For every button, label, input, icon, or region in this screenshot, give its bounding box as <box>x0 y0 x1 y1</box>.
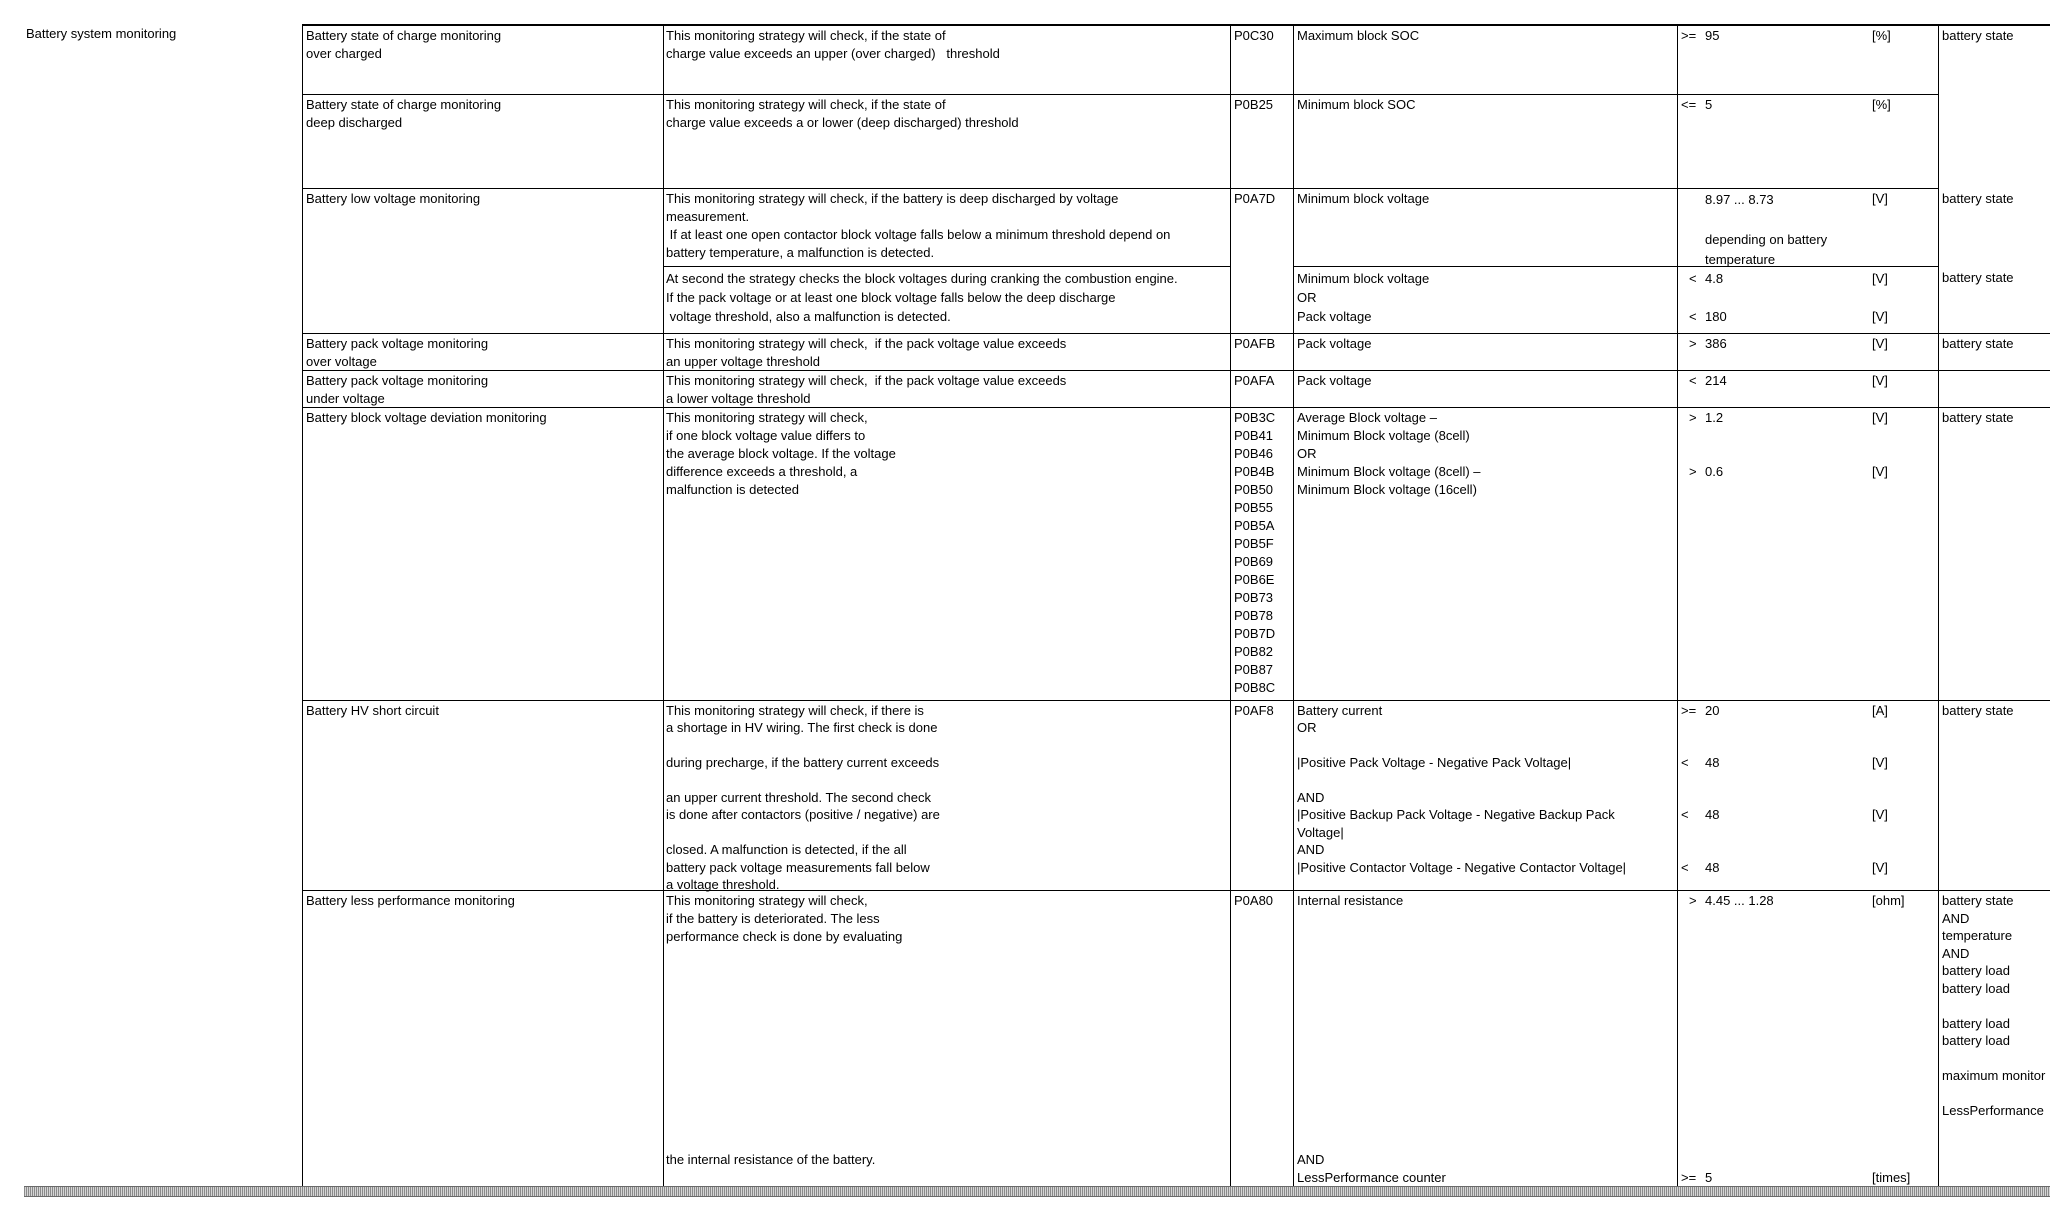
unit-cell: [V] <box>1872 373 1888 388</box>
threshold-value: 4.8 180 <box>1705 271 1727 324</box>
component-cell: Battery state of charge monitoring deep discharged <box>306 97 502 130</box>
parameter-cell: Maximum block SOC <box>1297 28 1420 43</box>
component-cell: Battery state of charge monitoring over charged <box>306 28 502 61</box>
description-cell: This monitoring strategy will check, if the battery is deep discharged by voltage measurement. If at least one open contactor block voltage falls below a minimum threshold depend on battery temperature, a malfunction is detected. <box>666 191 1171 260</box>
parameter-cell: Minimum block voltage OR Pack voltage <box>1297 271 1430 324</box>
description-cell: This monitoring strategy will check, if the pack voltage value exceeds a lower voltage threshold <box>666 373 1067 406</box>
threshold-value: 8.97 ... 8.73 depending on battery temperature <box>1705 192 1828 267</box>
unit-cell: [times] <box>1872 1170 1911 1185</box>
column-divider <box>1938 26 1939 1188</box>
component-cell: Battery low voltage monitoring <box>306 191 481 206</box>
fault-code: P0AFB <box>1234 336 1276 351</box>
enable-condition: battery state <box>1942 191 2014 206</box>
parameter-cell: Internal resistance <box>1297 893 1404 908</box>
parameter-cell: Average Block voltage – Minimum Block voltage (8cell) OR Minimum Block voltage (8cell) – Minimum Block voltage (16cell) <box>1297 410 1481 497</box>
unit-cell: [V] [V] <box>1872 271 1888 324</box>
description-cell: This monitoring strategy will check, if the state of charge value exceeds an upper (over charged) threshold <box>666 28 1000 61</box>
row-divider <box>663 266 1230 267</box>
enable-condition: battery state <box>1942 410 2014 425</box>
description-cell: This monitoring strategy will check, if there is a shortage in HV wiring. The first check is done during precharge, if the battery current exceeds an upper current threshold. The second check is done after contactors (positive / negative) are closed. A malfunction is detected, if the all battery pack voltage measurements fall below a voltage threshold. <box>666 703 940 893</box>
description-cell: This monitoring strategy will check, if one block voltage value differs to the average block voltage. If the voltage difference exceeds a threshold, a malfunction is detected <box>666 410 896 497</box>
column-divider <box>1677 26 1678 1188</box>
parameter-cell: Pack voltage <box>1297 373 1372 388</box>
threshold-value: 20 48 48 48 <box>1705 703 1720 875</box>
operator-cell: < <box>1689 373 1697 388</box>
unit-cell: [%] <box>1872 28 1891 43</box>
unit-cell: [ohm] <box>1872 893 1905 908</box>
threshold-value: 214 <box>1705 373 1727 388</box>
row-divider <box>1293 266 1938 267</box>
threshold-value: 95 <box>1705 28 1720 43</box>
operator-cell: < < <box>1689 271 1697 324</box>
operator-cell: > <box>1689 893 1697 908</box>
enable-condition: battery state <box>1942 28 2014 43</box>
parameter-cell: AND LessPerformance counter <box>1297 1152 1446 1185</box>
column-divider <box>1293 26 1294 1188</box>
column-divider <box>302 26 303 1188</box>
parameter-cell: Minimum block SOC <box>1297 97 1416 112</box>
component-cell: Battery HV short circuit <box>306 703 439 718</box>
row-divider <box>302 333 2050 334</box>
enable-condition: battery state <box>1942 270 2014 285</box>
row-divider <box>302 370 2050 371</box>
enable-condition: battery state <box>1942 336 2014 351</box>
threshold-value: 1.2 0.6 <box>1705 410 1724 479</box>
column-divider <box>1230 26 1231 1188</box>
parameter-cell: Minimum block voltage <box>1297 191 1430 206</box>
threshold-value: 5 <box>1705 1170 1713 1185</box>
component-cell: Battery less performance monitoring <box>306 893 515 908</box>
parameter-cell: Pack voltage <box>1297 336 1372 351</box>
threshold-value: 4.45 ... 1.28 <box>1705 893 1774 908</box>
fault-code: P0A80 <box>1234 893 1274 908</box>
operator-cell: > > <box>1689 410 1697 479</box>
fault-code: P0A7D <box>1234 191 1276 206</box>
component-cell: Battery block voltage deviation monitoring <box>306 410 547 425</box>
description-cell: This monitoring strategy will check, if the battery is deteriorated. The less performance check is done by evaluating <box>666 893 903 944</box>
section-label: Battery system monitoring <box>26 26 177 41</box>
unit-cell: [%] <box>1872 97 1891 112</box>
operator-cell: >= <box>1681 28 1697 43</box>
row-divider <box>302 188 1938 189</box>
component-cell: Battery pack voltage monitoring under voltage <box>306 373 489 406</box>
description-cell: This monitoring strategy will check, if the state of charge value exceeds a or lower (deep discharged) threshold <box>666 97 1019 130</box>
operator-cell: >= <box>1681 1170 1697 1185</box>
row-divider <box>302 700 2050 701</box>
threshold-value: 386 <box>1705 336 1727 351</box>
unit-cell: [V] <box>1872 191 1888 206</box>
operator-cell: > <box>1689 336 1697 351</box>
row-divider <box>302 890 2050 891</box>
description-cell: the internal resistance of the battery. <box>666 1152 876 1167</box>
column-divider <box>663 26 664 1188</box>
fault-code: P0AF8 <box>1234 703 1274 718</box>
description-cell: At second the strategy checks the block voltages during cranking the combustion engine. If the pack voltage or at least one block voltage falls below the deep discharge voltage threshold, also a malfunction is detected. <box>666 271 1178 324</box>
operator-cell: <= <box>1681 97 1697 112</box>
page-bottom-rule <box>24 1186 2050 1197</box>
threshold-value: 5 <box>1705 97 1713 112</box>
operator-cell: >= < < < <box>1681 703 1697 875</box>
row-divider <box>302 407 2050 408</box>
parameter-cell: Battery current OR |Positive Pack Voltage - Negative Pack Voltage| AND |Positive Backup Pack Voltage - Negative Backup Pack Voltage| AND |Positive Contactor Voltage - Negative Contactor Voltage| <box>1297 703 1627 875</box>
row-divider <box>302 94 1938 95</box>
fault-code: P0C30 <box>1234 28 1274 43</box>
unit-cell: [V] [V] <box>1872 410 1888 479</box>
unit-cell: [A] [V] [V] [V] <box>1872 703 1888 875</box>
component-cell: Battery pack voltage monitoring over voltage <box>306 336 489 369</box>
unit-cell: [V] <box>1872 336 1888 351</box>
enable-condition: battery state AND temperature AND battery load battery load battery load battery load maximum monitor LessPerformance <box>1942 893 2046 1118</box>
fault-code: P0AFA <box>1234 373 1275 388</box>
monitoring-table <box>302 24 2050 1188</box>
fault-code: P0B3C P0B41 P0B46 P0B4B P0B50 P0B55 P0B5A P0B5F P0B69 P0B6E P0B73 P0B78 P0B7D P0B82 P0B87 P0B8C <box>1234 410 1276 695</box>
enable-condition: battery state <box>1942 703 2014 718</box>
fault-code: P0B25 <box>1234 97 1274 112</box>
description-cell: This monitoring strategy will check, if the pack voltage value exceeds an upper voltage threshold <box>666 336 1067 369</box>
